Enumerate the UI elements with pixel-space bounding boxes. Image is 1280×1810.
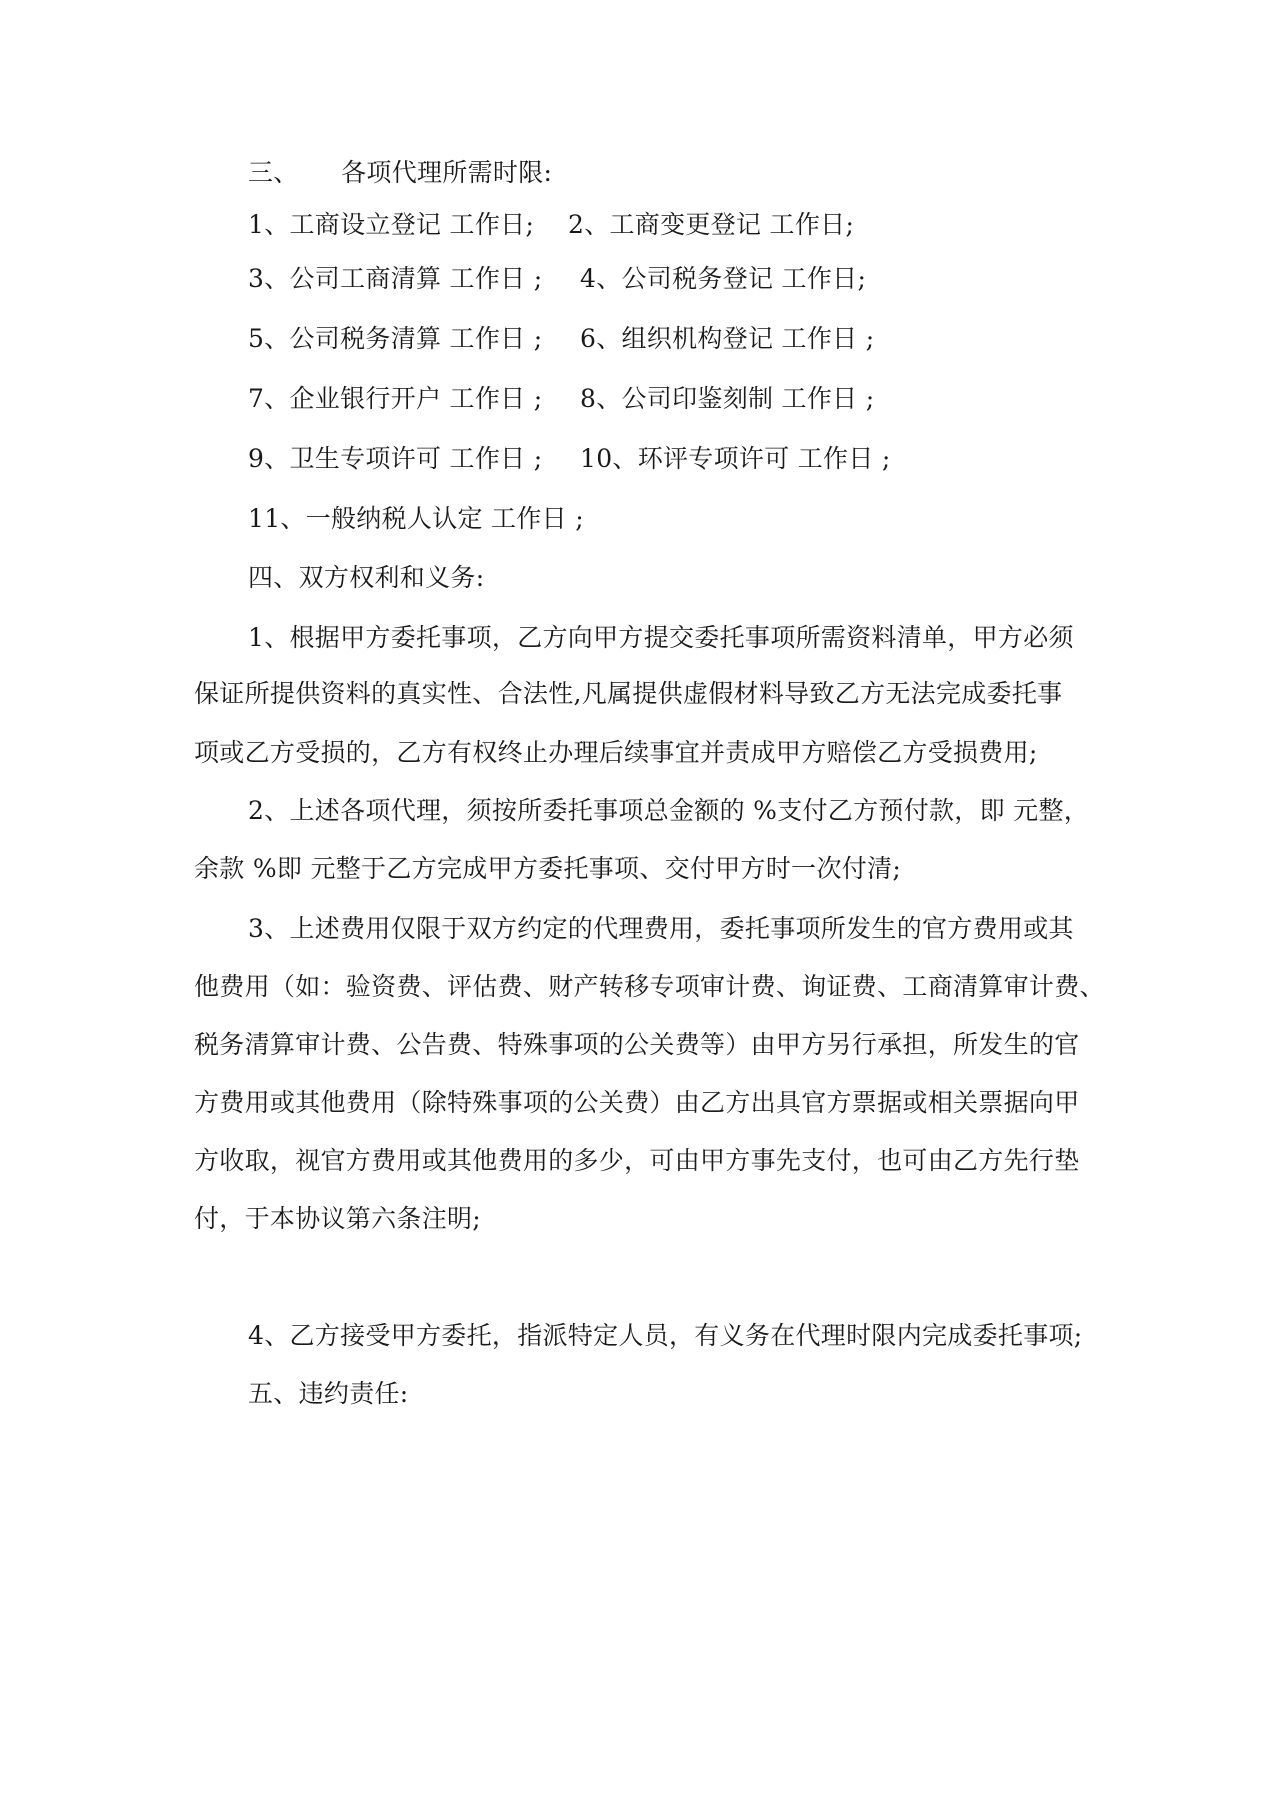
section3-heading-num: 三、 [248, 158, 299, 187]
paragraph-line: 余款 %即 元整于乙方完成甲方委托事项、交付甲方时一次付清; [194, 854, 902, 883]
paragraph-line: 税务清算审计费、公告费、特殊事项的公关费等）由甲方另行承担，所发生的官 [194, 1030, 1080, 1059]
paragraph-line: 方收取，视官方费用或其他费用的多少，可由甲方事先支付，也可由乙方先行垫 [194, 1146, 1080, 1175]
list-item: 10、环评专项许可 工作日 ; [580, 444, 891, 473]
section3-heading-text: 各项代理所需时限: [341, 158, 553, 187]
list-item: 9、卫生专项许可 工作日 ; [248, 444, 543, 473]
list-item: 6、组织机构登记 工作日 ; [580, 324, 875, 353]
list-item: 2、工商变更登记 工作日; [568, 210, 855, 239]
paragraph-line: 方费用或其他费用（除特殊事项的公关费）由乙方出具官方票据或相关票据向甲 [194, 1088, 1080, 1117]
paragraph-line: 4、乙方接受甲方委托，指派特定人员，有义务在代理时限内完成委托事项; [248, 1321, 1083, 1350]
paragraph-line: 他费用（如：验资费、评估费、财产转移专项审计费、询证费、工商清算审计费、 [194, 972, 1105, 1001]
list-item: 5、公司税务清算 工作日 ; [248, 324, 543, 353]
paragraph-line: 3、上述费用仅限于双方约定的代理费用，委托事项所发生的官方费用或其 [248, 914, 1074, 943]
paragraph-line: 保证所提供资料的真实性、合法性,凡属提供虚假材料导致乙方无法完成委托事 [194, 679, 1063, 708]
section4-heading: 四、双方权利和义务: [248, 563, 485, 592]
paragraph-line: 项或乙方受损的，乙方有权终止办理后续事宜并责成甲方赔偿乙方受损费用; [194, 738, 1038, 767]
section3-heading [248, 156, 552, 190]
list-item: 1、工商设立登记 工作日; [248, 210, 535, 239]
list-item: 7、企业银行开户 工作日 ; [248, 384, 543, 413]
list-item: 3、公司工商清算 工作日 ; [248, 264, 543, 293]
paragraph-line: 1、根据甲方委托事项，乙方向甲方提交委托事项所需资料清单，甲方必须 [248, 623, 1074, 652]
list-item: 8、公司印鉴刻制 工作日 ; [580, 384, 875, 413]
list-item: 11、一般纳税人认定 工作日 ; [248, 504, 584, 533]
list-item: 4、公司税务登记 工作日; [580, 264, 867, 293]
paragraph-line: 2、上述各项代理，须按所委托事项总金额的 %支付乙方预付款，即 元整， [248, 796, 1090, 825]
paragraph-line: 付，于本协议第六条注明; [194, 1204, 482, 1233]
section5-heading: 五、违约责任: [248, 1379, 409, 1408]
